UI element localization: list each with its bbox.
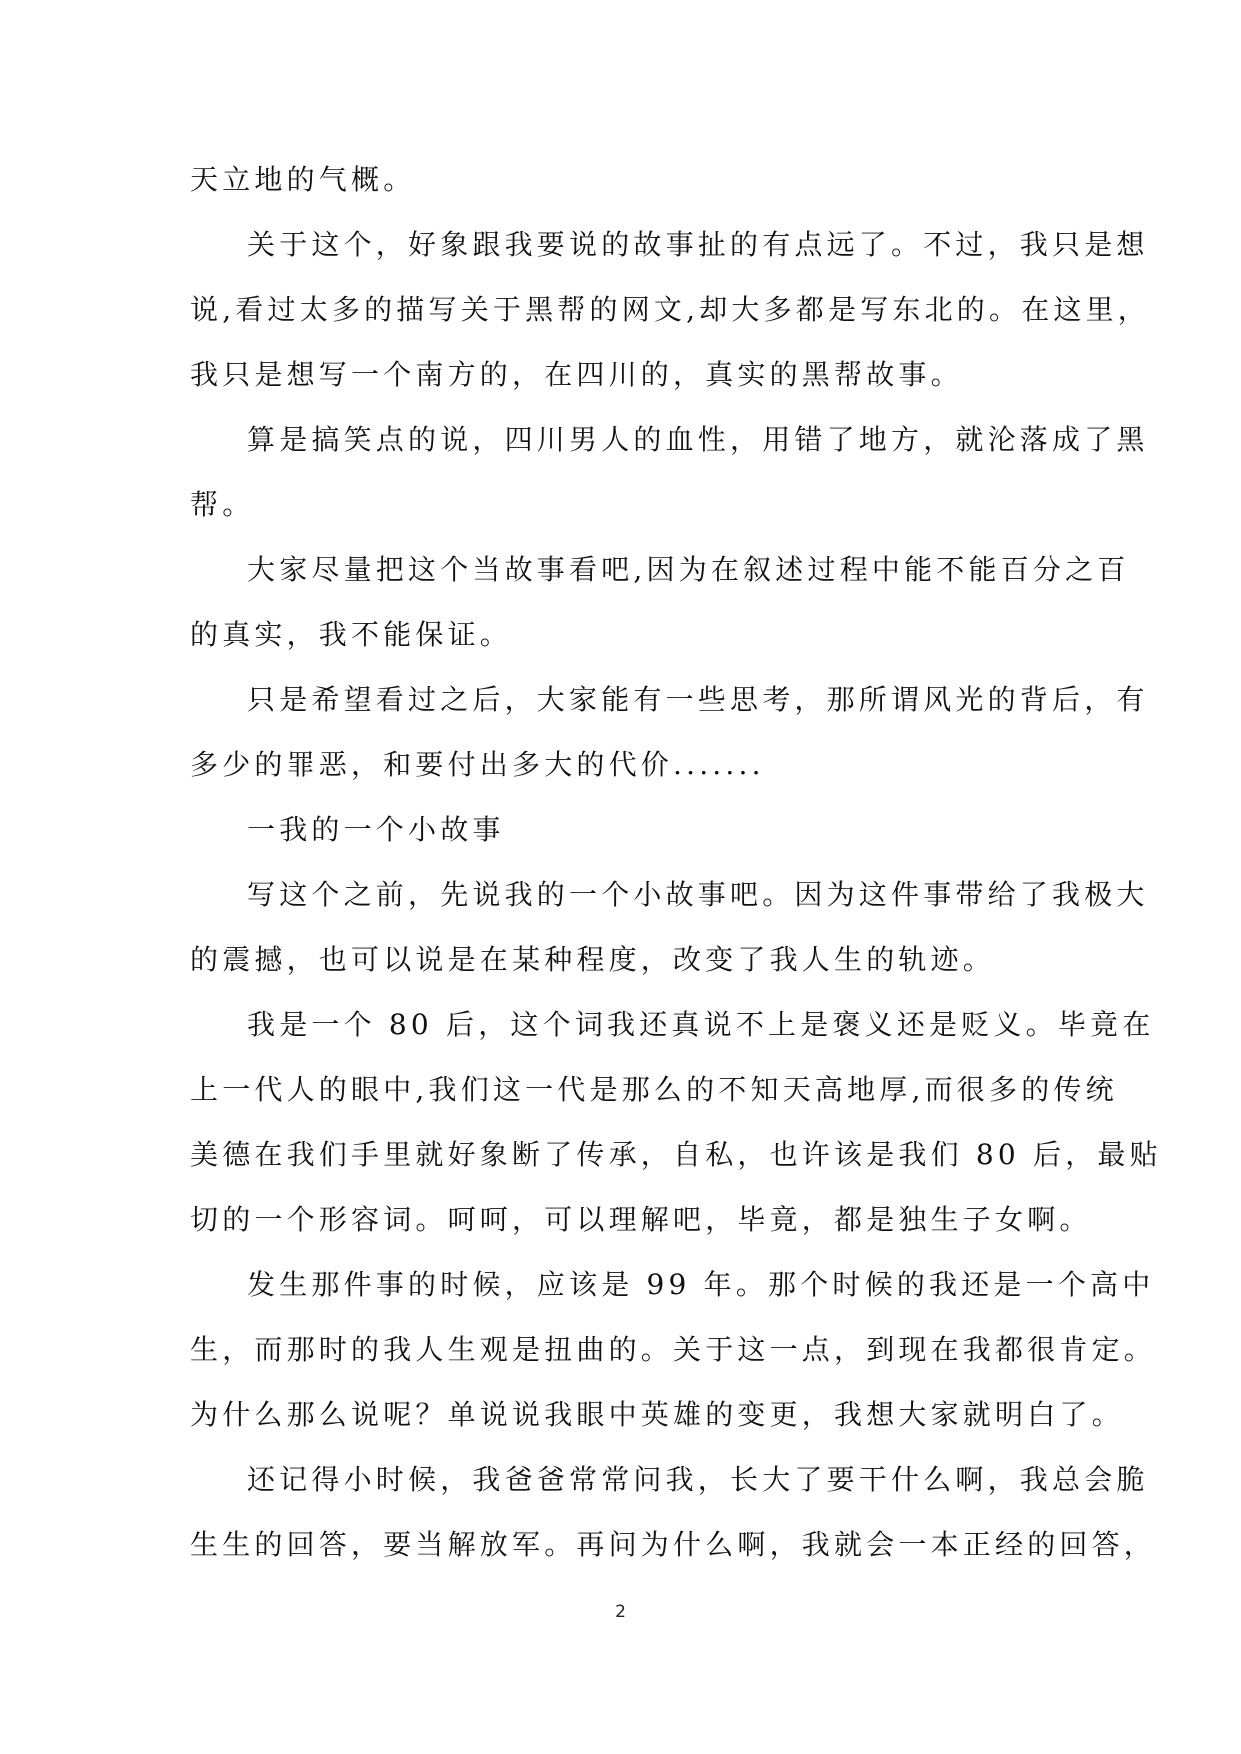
text-line: 天立地的气概。 xyxy=(190,163,416,196)
page-number: 2 xyxy=(615,1602,626,1622)
text-line: 只是希望看过之后，大家能有一些思考，那所谓风光的背后，有 xyxy=(247,683,1149,716)
text-line: 还记得小时候，我爸爸常常问我，长大了要干什么啊，我总会脆 xyxy=(247,1463,1149,1496)
text-line: 上一代人的眼中,我们这一代是那么的不知天高地厚,而很多的传统 xyxy=(190,1073,1118,1106)
section-heading: 一我的一个小故事 xyxy=(247,813,505,846)
text-line: 大家尽量把这个当故事看吧,因为在叙述过程中能不能百分之百 xyxy=(247,553,1130,586)
text-line: 切的一个形容词。呵呵，可以理解吧，毕竟，都是独生子女啊。 xyxy=(190,1203,1092,1236)
text-line: 说,看过太多的描写关于黑帮的网文,却大多都是写东北的。在这里， xyxy=(190,293,1151,326)
text-line: 算是搞笑点的说，四川男人的血性，用错了地方，就沦落成了黑 xyxy=(247,423,1149,456)
text-line: 发生那件事的时候，应该是 99 年。那个时候的我还是一个高中 xyxy=(247,1268,1155,1301)
text-line: 多少的罪恶，和要付出多大的代价....... xyxy=(190,748,765,781)
text-line: 我是一个 80 后，这个词我还真说不上是褒义还是贬义。毕竟在 xyxy=(247,1008,1155,1041)
text-line: 生生的回答，要当解放军。再问为什么啊，我就会一本正经的回答， xyxy=(190,1528,1157,1561)
text-line: 写这个之前，先说我的一个小故事吧。因为这件事带给了我极大 xyxy=(247,878,1149,911)
text-line: 帮。 xyxy=(190,488,255,521)
text-line: 生，而那时的我人生观是扭曲的。关于这一点，到现在我都很肯定。 xyxy=(190,1333,1157,1366)
text-line: 美德在我们手里就好象断了传承，自私，也许该是我们 80 后，最贴 xyxy=(190,1138,1162,1171)
text-line: 为什么那么说呢？单说说我眼中英雄的变更，我想大家就明白了。 xyxy=(190,1398,1124,1431)
text-line: 我只是想写一个南方的，在四川的，真实的黑帮故事。 xyxy=(190,358,963,391)
text-line: 的真实，我不能保证。 xyxy=(190,618,513,651)
text-line: 关于这个，好象跟我要说的故事扯的有点远了。不过，我只是想 xyxy=(247,228,1149,261)
text-line: 的震撼，也可以说是在某种程度，改变了我人生的轨迹。 xyxy=(190,943,996,976)
